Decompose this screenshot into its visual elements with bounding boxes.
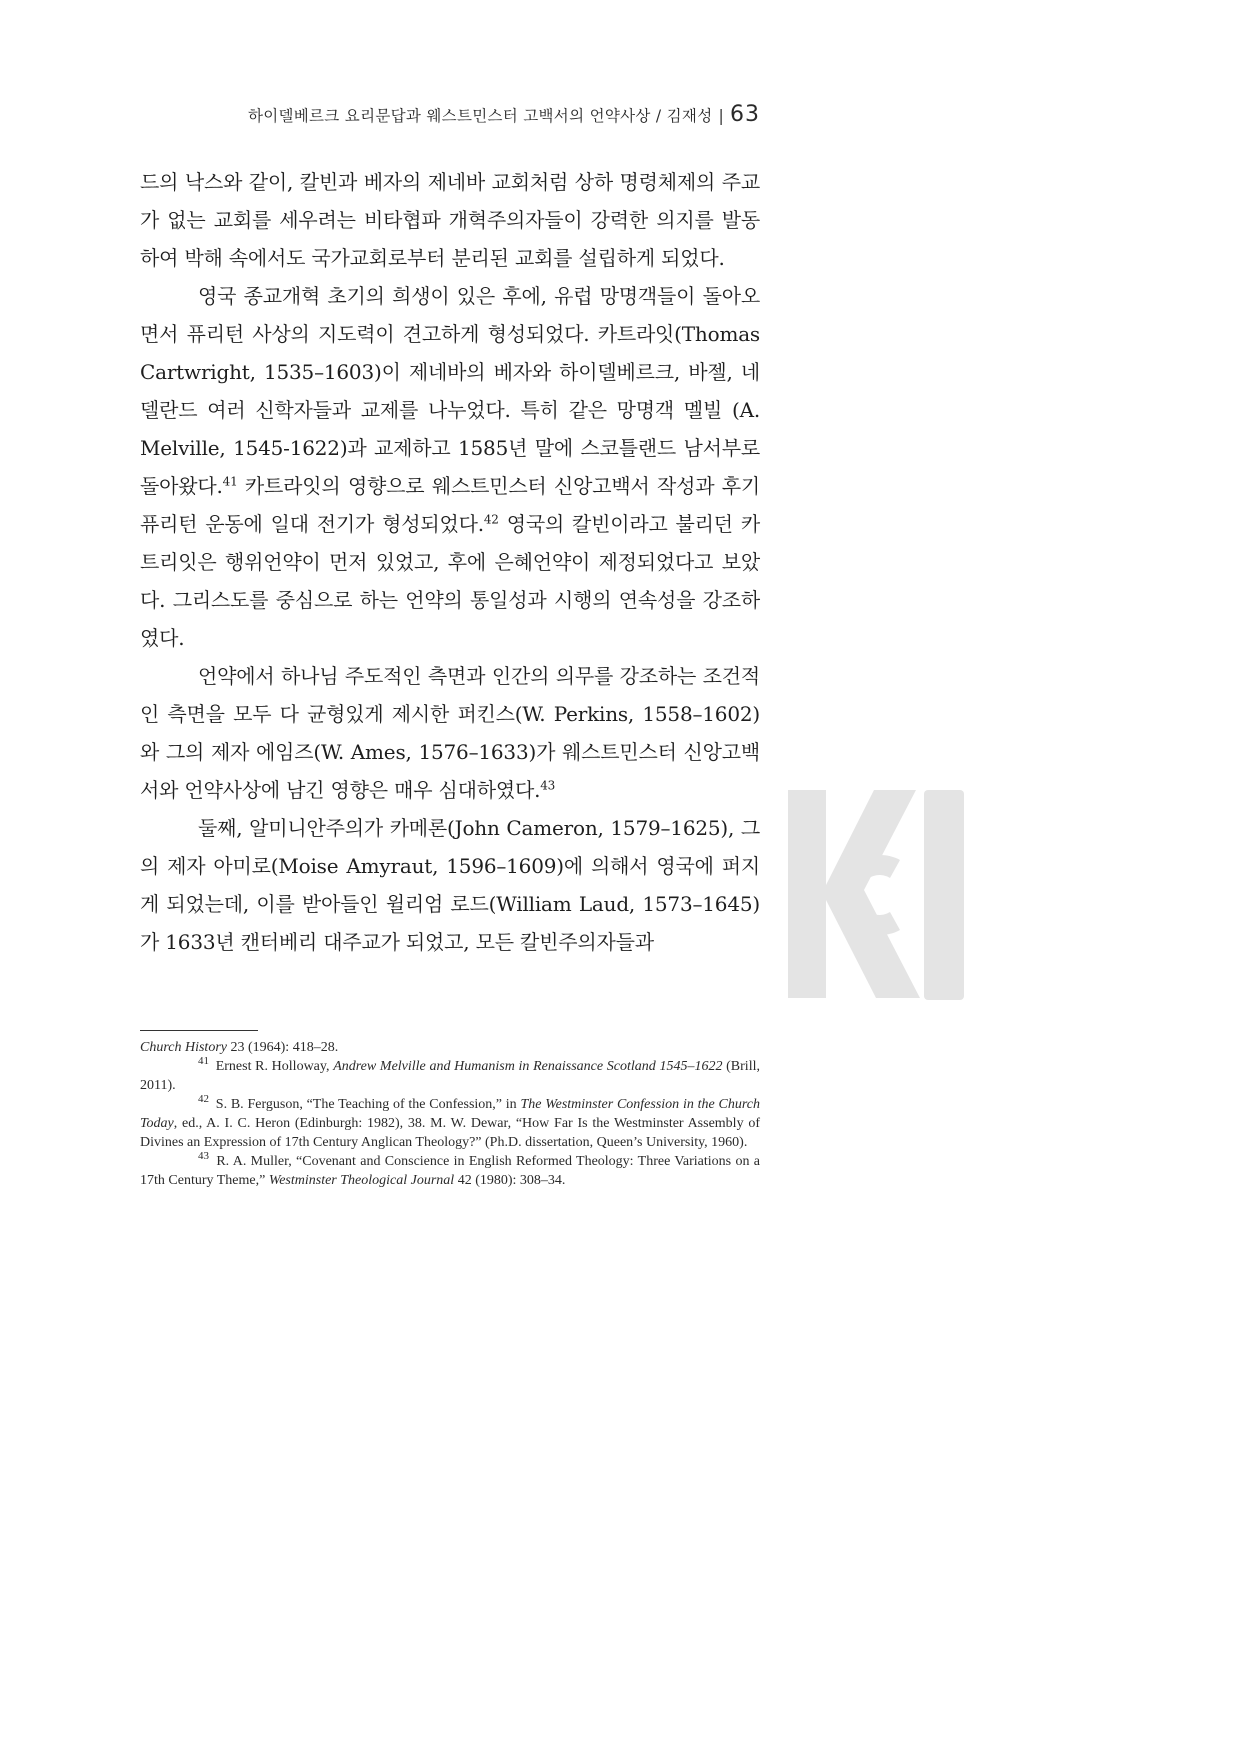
- paragraph-3-text: 언약에서 하나님 주도적인 측면과 인간의 의무를 강조하는 조건적인 측면을 모두 다 균형있게 제시한 퍼킨스(W. Perkins, 1558–1602)와 그의 제자 에임즈(W. Ames, 1576–1633)가 웨스트민스터 신앙고백서와 언약사상에 남긴 영향은 매우 심대하였다.: [140, 664, 760, 802]
- running-header-title: 하이델베르크 요리문답과 웨스트민스터 고백서의 언약사상 / 김재성: [247, 107, 713, 125]
- paragraph-4: 둘째, 알미니안주의가 카메론(John Cameron, 1579–1625), 그의 제자 아미로(Moise Amyraut, 1596–1609)에 의해서 영국에 퍼지게 되었는데, 이를 받아들인 윌리엄 로드(William Laud, 1573–1645)가 1633년 캔터베리 대주교가 되었고, 모든 칼빈주의자들과: [140, 816, 760, 954]
- footnote-42-title: The Westminster Confession in the Church Today: [140, 1097, 760, 1131]
- footnote-41-author: Ernest R. Holloway,: [212, 1059, 334, 1074]
- footnote-continuation-rest: 23 (1964): 418–28.: [226, 1040, 339, 1055]
- footnote-continuation-title: Church History: [140, 1040, 227, 1055]
- watermark-text: KCI: [788, 770, 790, 771]
- paragraph-2-part-b: 카트라잇의 영향으로 웨스트민스터 신앙고백서 작성과 후기 퓨리턴 운동에 일대 전기가 형성되었다.: [140, 474, 760, 536]
- footnote-43: [140, 1152, 760, 1190]
- paragraph-2-part-c: 영국의 칼빈이라고 불리던 카트리잇은 행위언약이 먼저 있었고, 후에 은혜언약이 제정되었다고 보았다. 그리스도를 중심으로 하는 언약의 통일성과 시행의 연속성을 강조하였다.: [140, 512, 760, 650]
- footnote-41-number: 41: [198, 1055, 209, 1068]
- footnote-ref-41[interactable]: 41: [222, 474, 238, 489]
- footnote-43-number: 43: [198, 1150, 209, 1163]
- body-text: [140, 163, 760, 961]
- footnote-ref-42[interactable]: 42: [483, 512, 499, 527]
- header-separator: |: [718, 107, 724, 125]
- paragraph-2-part-a: 영국 종교개혁 초기의 희생이 있은 후에, 유럽 망명객들이 돌아오면서 퓨리턴 사상의 지도력이 견고하게 형성되었다. 카트라잇(Thomas Cartwright, 1535–1603)이 제네바의 베자와 하이델베르크, 바젤, 네델란드 여러 신학자들과 교제를 나누었다. 특히 같은 망명객 멜빌 (A. Melville, 1545-1622)과 교제하고 1585년 말에 스코틀랜드 남서부로 돌아왔다.: [140, 284, 760, 498]
- footnote-42-author: S. B. Ferguson, “The Teaching of the Confession,” in: [212, 1097, 521, 1112]
- footnote-42: [140, 1095, 760, 1152]
- footnote-41-title: Andrew Melville and Humanism in Renaissance Scotland 1545–1622: [333, 1059, 723, 1074]
- footnote-42-rest: , ed., A. I. C. Heron (Edinburgh: 1982), 38. M. W. Dewar, “How Far Is the Westminster Assembly of Divines an Expression of 17th Century Anglican Theology?” (Ph.D. dissertation, Queen’s University, 1960).: [140, 1116, 760, 1150]
- footnote-41-rest: (Brill, 2011).: [140, 1059, 760, 1093]
- footnote-continuation: [140, 1038, 760, 1057]
- paragraph-3: [140, 657, 760, 809]
- running-header: [200, 102, 760, 127]
- kci-watermark: [788, 770, 968, 1020]
- footnote-41: [140, 1057, 760, 1095]
- paragraph-1: 드의 낙스와 같이, 칼빈과 베자의 제네바 교회처럼 상하 명령체제의 주교가 없는 교회를 세우려는 비타협파 개혁주의자들이 강력한 의지를 발동하여 박해 속에서도 국가교회로부터 분리된 교회를 설립하게 되었다.: [140, 170, 760, 270]
- footnote-43-author: R. A. Muller, “Covenant and Conscience in English Reformed Theology: Three Variations on a 17th Century Theme,”: [140, 1154, 760, 1188]
- paragraph-2: [140, 277, 760, 657]
- footnote-rule: [140, 1030, 258, 1031]
- footnote-43-rest: 42 (1980): 308–34.: [454, 1173, 566, 1188]
- footnote-43-title: Westminster Theological Journal: [268, 1173, 455, 1188]
- footnote-ref-43[interactable]: 43: [540, 778, 556, 793]
- footnotes: [140, 1038, 760, 1190]
- watermark-letter-i: [924, 790, 964, 1000]
- footnote-42-number: 42: [198, 1093, 209, 1106]
- page-number: 63: [730, 102, 760, 127]
